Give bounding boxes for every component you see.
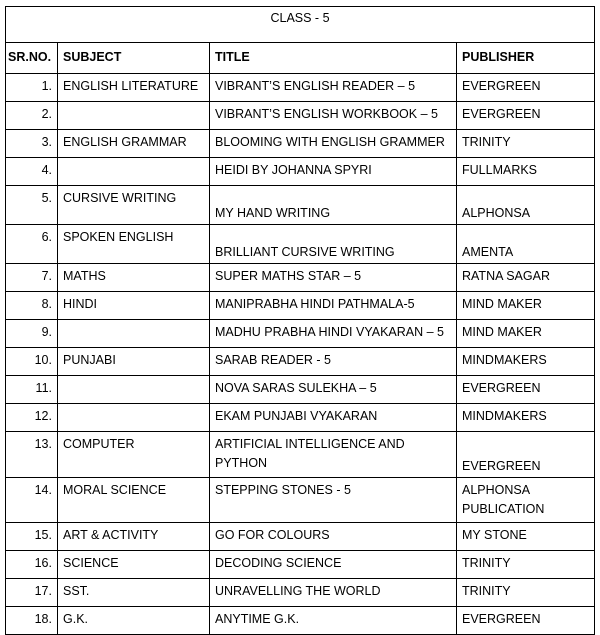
cell-sr-no: 12.: [6, 404, 58, 432]
cell-sr-no: 15.: [6, 523, 58, 551]
cell-publisher: RATNA SAGAR: [457, 264, 595, 292]
cell-subject: [58, 376, 210, 404]
cell-sr-no: 16.: [6, 551, 58, 579]
cell-title: MY HAND WRITING: [210, 186, 457, 225]
table-row: [6, 404, 595, 432]
cell-title: EKAM PUNJABI VYAKARAN: [210, 404, 457, 432]
table-row: [6, 348, 595, 376]
cell-publisher: ALPHONSA: [457, 186, 595, 225]
booklist-table: [5, 6, 595, 635]
cell-sr-no: 7.: [6, 264, 58, 292]
table-row: [6, 579, 595, 607]
cell-publisher: EVERGREEN: [457, 376, 595, 404]
cell-title: HEIDI BY JOHANNA SPYRI: [210, 158, 457, 186]
cell-publisher-line: ALPHONSA: [462, 483, 531, 497]
cell-title: VIBRANT’S ENGLISH READER – 5: [210, 74, 457, 102]
cell-subject: SCIENCE: [58, 551, 210, 579]
cell-publisher: FULLMARKS: [457, 158, 595, 186]
table-row: [6, 320, 595, 348]
cell-title: STEPPING STONES - 5: [210, 478, 457, 523]
cell-subject: G.K.: [58, 607, 210, 635]
table-row: [6, 264, 595, 292]
cell-sr-no: 10.: [6, 348, 58, 376]
cell-publisher: EVERGREEN: [457, 432, 595, 478]
header-row: [6, 43, 595, 74]
table-row: [6, 158, 595, 186]
cell-publisher: EVERGREEN: [457, 74, 595, 102]
cell-sr-no: 11.: [6, 376, 58, 404]
title-row: [6, 7, 595, 43]
cell-title-line: PYTHON: [215, 456, 268, 470]
cell-publisher-line: PUBLICATION: [462, 502, 545, 516]
cell-title: MADHU PRABHA HINDI VYAKARAN – 5: [210, 320, 457, 348]
cell-subject: [58, 102, 210, 130]
cell-title: SUPER MATHS STAR – 5: [210, 264, 457, 292]
table-row: [6, 74, 595, 102]
table-title: CLASS - 5: [6, 7, 595, 43]
cell-subject: MORAL SCIENCE: [58, 478, 210, 523]
cell-sr-no: 4.: [6, 158, 58, 186]
cell-subject: HINDI: [58, 292, 210, 320]
cell-title: MANIPRABHA HINDI PATHMALA-5: [210, 292, 457, 320]
cell-subject: MATHS: [58, 264, 210, 292]
cell-subject: ENGLISH LITERATURE: [58, 74, 210, 102]
cell-sr-no: 9.: [6, 320, 58, 348]
header-publisher: PUBLISHER: [457, 43, 595, 74]
cell-subject: ENGLISH GRAMMAR: [58, 130, 210, 158]
cell-subject: [58, 404, 210, 432]
table-row: [6, 102, 595, 130]
cell-title: [210, 432, 457, 478]
cell-subject: PUNJABI: [58, 348, 210, 376]
cell-publisher: AMENTA: [457, 225, 595, 264]
cell-title: BLOOMING WITH ENGLISH GRAMMER: [210, 130, 457, 158]
table-row: [6, 478, 595, 523]
cell-publisher: TRINITY: [457, 130, 595, 158]
cell-title: NOVA SARAS SULEKHA – 5: [210, 376, 457, 404]
cell-title: SARAB READER - 5: [210, 348, 457, 376]
cell-publisher: MIND MAKER: [457, 320, 595, 348]
cell-publisher: EVERGREEN: [457, 607, 595, 635]
cell-subject: ART & ACTIVITY: [58, 523, 210, 551]
cell-publisher: TRINITY: [457, 579, 595, 607]
cell-title: BRILLIANT CURSIVE WRITING: [210, 225, 457, 264]
cell-sr-no: 2.: [6, 102, 58, 130]
cell-sr-no: 1.: [6, 74, 58, 102]
cell-publisher: MY STONE: [457, 523, 595, 551]
cell-sr-no: 8.: [6, 292, 58, 320]
cell-title: DECODING SCIENCE: [210, 551, 457, 579]
cell-sr-no: 3.: [6, 130, 58, 158]
table-row: [6, 186, 595, 225]
table-row: [6, 551, 595, 579]
header-sr-no: SR.NO.: [6, 43, 58, 74]
cell-sr-no: 18.: [6, 607, 58, 635]
table-row: [6, 225, 595, 264]
cell-subject: [58, 158, 210, 186]
cell-title: UNRAVELLING THE WORLD: [210, 579, 457, 607]
cell-publisher: MIND MAKER: [457, 292, 595, 320]
cell-sr-no: 13.: [6, 432, 58, 478]
cell-subject: CURSIVE WRITING: [58, 186, 210, 225]
cell-sr-no: 6.: [6, 225, 58, 264]
cell-subject: SPOKEN ENGLISH: [58, 225, 210, 264]
table-row: [6, 130, 595, 158]
cell-title: ANYTIME G.K.: [210, 607, 457, 635]
table-row: [6, 376, 595, 404]
table-row: [6, 432, 595, 478]
table-row: [6, 292, 595, 320]
cell-sr-no: 17.: [6, 579, 58, 607]
cell-publisher: TRINITY: [457, 551, 595, 579]
cell-subject: SST.: [58, 579, 210, 607]
table-row: [6, 523, 595, 551]
cell-publisher: [457, 478, 595, 523]
table-row: [6, 607, 595, 635]
cell-publisher: MINDMAKERS: [457, 404, 595, 432]
cell-subject: [58, 320, 210, 348]
header-subject: SUBJECT: [58, 43, 210, 74]
cell-publisher: MINDMAKERS: [457, 348, 595, 376]
header-title: TITLE: [210, 43, 457, 74]
cell-sr-no: 14.: [6, 478, 58, 523]
cell-title-line: ARTIFICIAL INTELLIGENCE AND: [215, 437, 405, 451]
cell-title: GO FOR COLOURS: [210, 523, 457, 551]
cell-sr-no: 5.: [6, 186, 58, 225]
cell-title: VIBRANT’S ENGLISH WORKBOOK – 5: [210, 102, 457, 130]
cell-publisher: EVERGREEN: [457, 102, 595, 130]
cell-subject: COMPUTER: [58, 432, 210, 478]
